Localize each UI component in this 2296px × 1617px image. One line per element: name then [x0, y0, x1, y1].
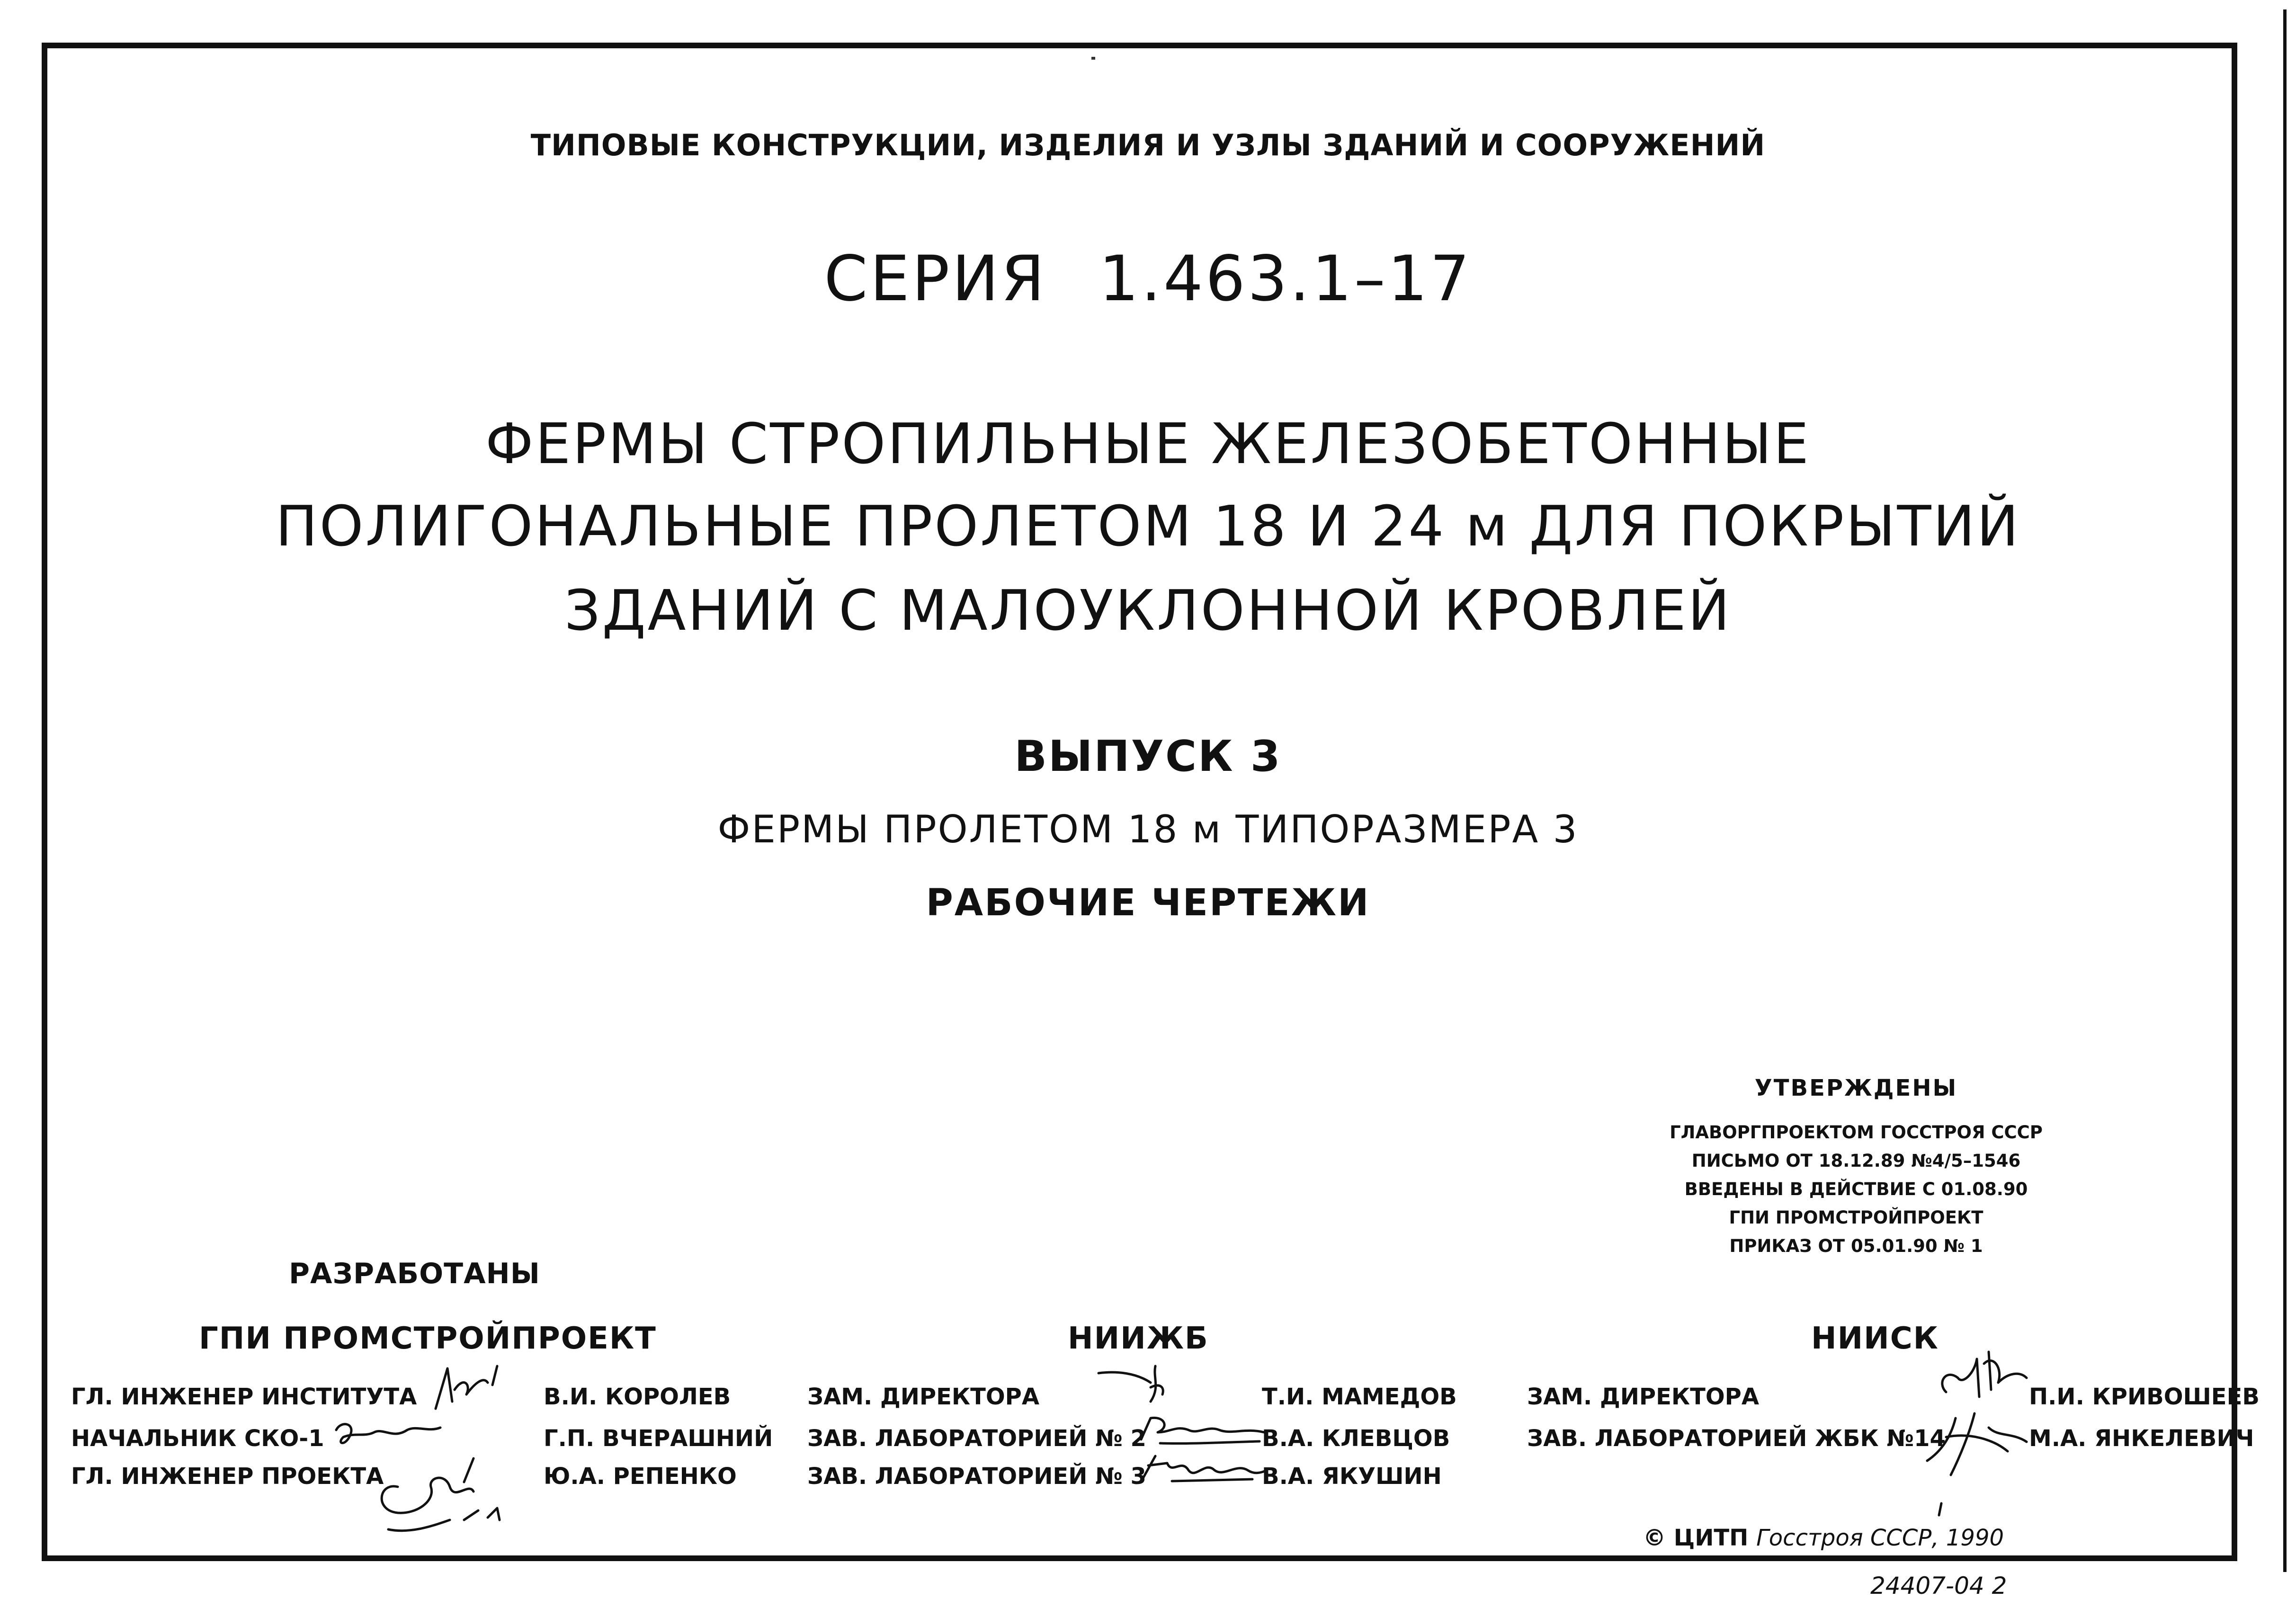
- org-name: ГПИ ПРОМСТРОЙПРОЕКТ: [199, 1321, 657, 1356]
- copyright-symbol: ©: [1643, 1525, 1666, 1551]
- title-line-2: ПОЛИГОНАЛЬНЫЕ ПРОЛЕТОМ 18 И 24 м ДЛЯ ПОКРЫТИЙ: [275, 493, 2021, 559]
- signature-yakushin: [1134, 1449, 1271, 1487]
- position-title: ЗАВ. ЛАБОРАТОРИЕЙ № 2: [807, 1425, 1146, 1452]
- signature-yankelevich: [1913, 1399, 2055, 1522]
- scan-speck: [1091, 57, 1095, 60]
- person-name: В.И. КОРОЛЕВ: [544, 1384, 731, 1410]
- series-number: 1.463.1–17: [1099, 242, 1472, 315]
- signature-klevtsov: [1132, 1411, 1274, 1449]
- position-title: ЗАМ. ДИРЕКТОРА: [1527, 1384, 1759, 1410]
- subtitle: ФЕРМЫ ПРОЛЕТОМ 18 м ТИПОРАЗМЕРА 3: [717, 807, 1579, 851]
- position-title: ЗАМ. ДИРЕКТОРА: [807, 1384, 1039, 1410]
- person-name: В.А. ЯКУШИН: [1262, 1463, 1442, 1490]
- signature-repenko: [369, 1454, 540, 1544]
- person-name: П.И. КРИВОШЕЕВ: [2029, 1384, 2260, 1410]
- approval-line: ГПИ ПРОМСТРОЙПРОЕКТ: [1729, 1207, 1983, 1228]
- person-name: В.А. КЛЕВЦОВ: [1262, 1425, 1450, 1452]
- position-title: ГЛ. ИНЖЕНЕР ИНСТИТУТА: [71, 1384, 417, 1410]
- person-name: Г.П. ВЧЕРАШНИЙ: [544, 1425, 773, 1452]
- copyright-org: ЦИТП: [1673, 1525, 1749, 1551]
- approval-line: ПРИКАЗ ОТ 05.01.90 № 1: [1729, 1236, 1983, 1256]
- approval-line: ГЛАВОРГПРОЕКТОМ ГОССТРОЯ СССР: [1670, 1122, 2043, 1143]
- org-name: НИИСК: [1811, 1321, 1939, 1356]
- series-heading: [0, 242, 2296, 315]
- title-line-1: ФЕРМЫ СТРОПИЛЬНЫЕ ЖЕЛЕЗОБЕТОННЫЕ: [485, 411, 1811, 476]
- drawings-type: РАБОЧИЕ ЧЕРТЕЖИ: [926, 882, 1370, 924]
- position-title: ГЛ. ИНЖЕНЕР ПРОЕКТА: [71, 1463, 384, 1490]
- title-line-3: ЗДАНИЙ С МАЛОУКЛОННОЙ КРОВЛЕЙ: [564, 578, 1732, 643]
- sheet-number: 24407-04 2: [1870, 1572, 2007, 1599]
- person-name: М.А. ЯНКЕЛЕВИЧ: [2029, 1425, 2254, 1452]
- copyright-line: [1643, 1525, 2004, 1551]
- copyright-rest: Госстроя СССР, 1990: [1756, 1525, 2004, 1551]
- approval-heading: УТВЕРЖДЕНЫ: [1754, 1075, 1958, 1101]
- developed-label: РАЗРАБОТАНЫ: [289, 1257, 540, 1290]
- person-name: Ю.А. РЕПЕНКО: [544, 1463, 737, 1490]
- approval-line: ПИСЬМО ОТ 18.12.89 №4/5–1546: [1691, 1151, 2021, 1171]
- position-title: ЗАВ. ЛАБОРАТОРИЕЙ ЖБК №14: [1527, 1425, 1946, 1452]
- position-title: ЗАВ. ЛАБОРАТОРИЕЙ № 3: [807, 1463, 1146, 1490]
- issue-label: ВЫПУСК 3: [1014, 732, 1282, 781]
- org-name: НИИЖБ: [1068, 1321, 1209, 1356]
- series-label: СЕРИЯ: [824, 242, 1047, 315]
- position-title: НАЧАЛЬНИК СКО-1: [71, 1425, 324, 1452]
- person-name: Т.И. МАМЕДОВ: [1262, 1384, 1457, 1410]
- signature-mamedov: [1094, 1359, 1184, 1411]
- header-text: ТИПОВЫЕ КОНСТРУКЦИИ, ИЗДЕЛИЯ И УЗЛЫ ЗДАНИЙ И СООРУЖЕНИЙ: [530, 128, 1766, 162]
- approval-line: ВВЕДЕНЫ В ДЕЙСТВИЕ С 01.08.90: [1684, 1179, 2028, 1199]
